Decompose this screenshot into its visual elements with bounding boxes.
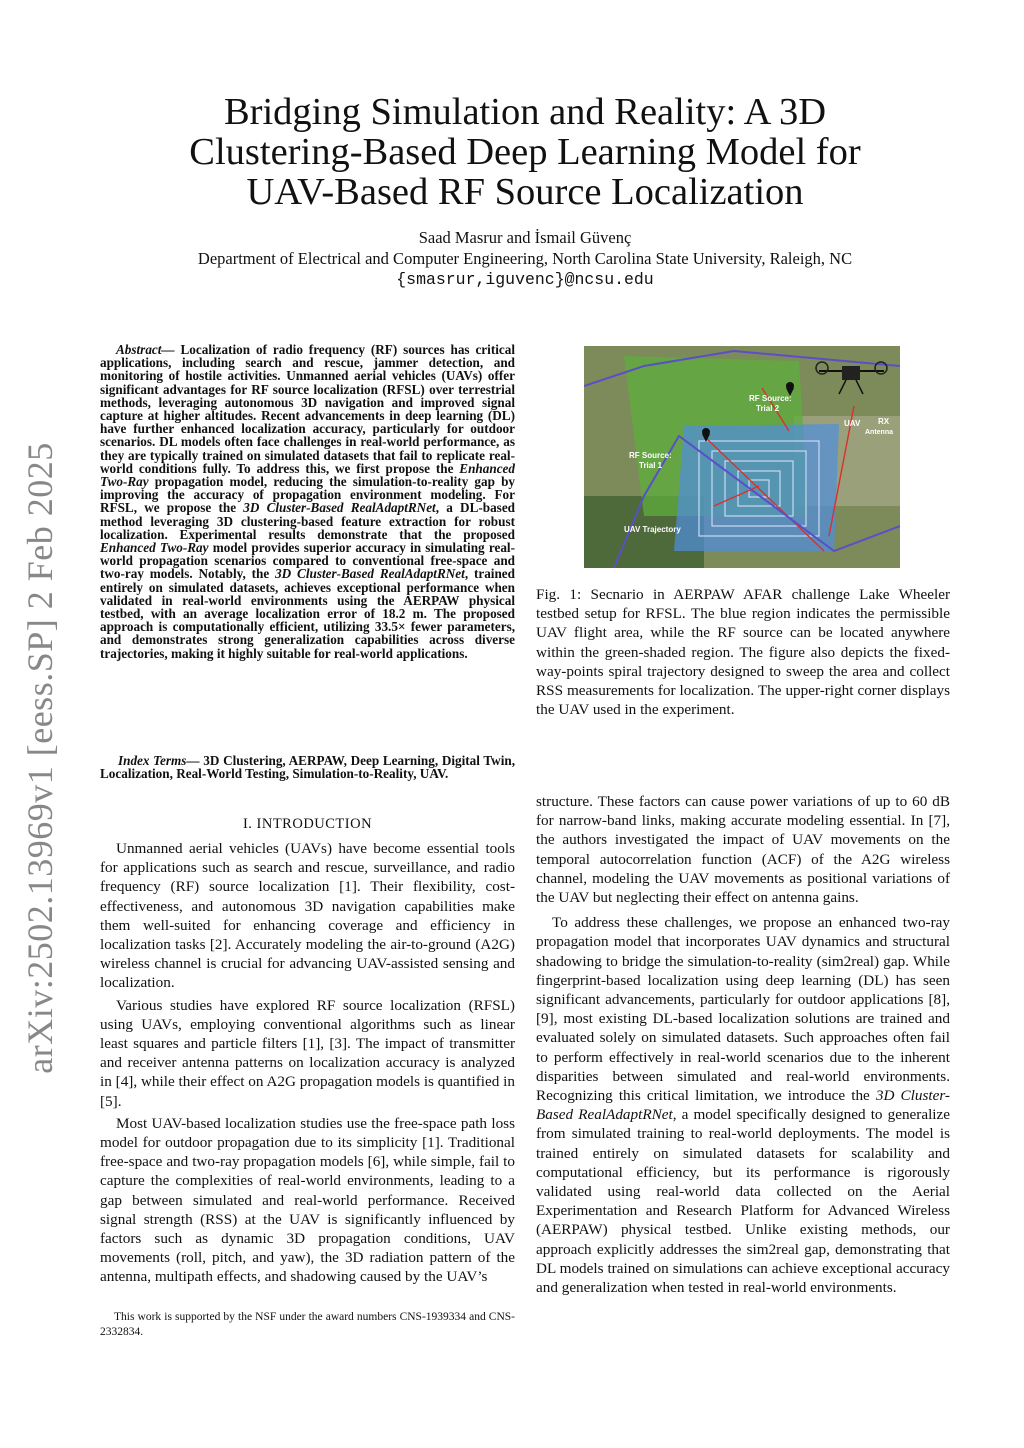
abstract-em-4: 3D Cluster-Based RealAdaptRNet xyxy=(275,566,465,582)
intro-paragraph-3-continued: structure. These factors can cause power variations of up to 60 dB for narrow-band links, making accurate modeling essential. In [7], the authors investigated the impact of UAV movements on the temporal autocorrelation function (ACF) of the A2G wireless channel, modeling the UAV movements as positional variations of the UAV but neglecting their effect on antenna gains. xyxy=(536,793,950,907)
arxiv-id: arXiv:2502.13969v1 [eess.SP] 2 Feb 2025 xyxy=(20,442,60,1074)
aerpaw-scenario-map xyxy=(584,346,900,568)
title-line-1: Bridging Simulation and Reality: A 3D xyxy=(223,91,827,133)
title-line-2: Clustering-Based Deep Learning Model for xyxy=(189,131,861,173)
label-trial-1: Trial 1 xyxy=(639,461,663,470)
abstract-text-1: Localization of radio frequency (RF) sources has critical applications, including search and rescue, jammer detection, and monitoring of hostile activities. Unmanned aerial vehicles (UAVs) offer significant advantages for RF source localization (RFSL) over terrestrial methods, leveraging autonomous 3D navigation and improved signal capture at higher altitudes. Recent advancements in deep learning (DL) have further enhanced localization accuracy, particularly for outdoor scenarios. DL models often face challenges in real-world performance, as they are typically trained on simulated datasets that fail to replicate real-world conditions fully. To address this, we first propose the xyxy=(100,342,515,476)
authors: Saad Masrur and İsmail Güvenç xyxy=(418,228,632,247)
paper-title xyxy=(110,92,940,212)
figure-1-caption xyxy=(536,585,950,722)
index-terms xyxy=(100,754,515,781)
intro-paragraph-4-text-b: , a model specifically designed to generalize from simulated training to real-world deployments. The model is trained entirely on simulated datasets for scalability and computational efficiency, but its performance is rigorously validated using real-world data collected on the Aerial Experimentation and Research Platform for Advanced Wireless (AERPAW) physical testbed. Unlike existing methods, our approach explicitly addresses the sim2real gap, demonstrating that DL models trained on simulations can achieve exceptional accuracy and generalization when tested in real-world environments. xyxy=(536,1106,951,1297)
index-terms-label: Index Terms— xyxy=(118,753,200,768)
intro-right-column xyxy=(536,792,950,1300)
intro-paragraph-4-text-a: To address these challenges, we propose an enhanced two-ray propagation model that incorporates UAV dynamics and structural shadowing to bridge the simulation-to-reality (sim2real) gap. While fingerprint-based localization using deep learning (DL) has seen significant advancements, particularly for outdoor applications [8], [9], most existing DL-based localization solutions are trained and evaluated solely on simulated datasets. Such approaches often fail to perform effectively in real-world scenarios due to the inherent disparities between simulated and real-world environments. Recognizing this critical limitation, we introduce the xyxy=(536,914,950,1105)
abstract-text-5: , trained entirely on simulated datasets, achieves exceptional performance when validated in real-world environments using the AERPAW physical testbed, with an average localization error of 18.2 m. The proposed approach is computationally efficient, utilizing 33.5× fewer parameters, and demonstrates strong generalization capabilities across diverse trajectories, making it highly suitable for real-world applications. xyxy=(100,566,515,661)
arxiv-watermark xyxy=(10,442,70,1074)
index-terms-text: 3D Clustering, AERPAW, Deep Learning, Digital Twin, Localization, Real-World Testing, Simulation-to-Reality, UAV. xyxy=(100,753,515,782)
label-rx: RX xyxy=(878,417,890,426)
footnote: This work is supported by the NSF under the award numbers CNS-1939334 and CNS-2332834. xyxy=(100,1311,515,1338)
intro-paragraph-1: Unmanned aerial vehicles (UAVs) have become essential tools for applications such as search and rescue, surveillance, and radio frequency (RF) source localization [1]. Their flexibility, cost-effectiveness, and autonomous 3D navigation capabilities make them well-suited for enhancing coverage and efficiency in localization tasks [2]. Accurately modeling the air-to-ground (A2G) wireless channel is crucial for advancing UAV-assisted sensing and localization. xyxy=(100,840,515,992)
label-uav: UAV xyxy=(844,419,861,428)
affiliation: Department of Electrical and Computer Engineering, North Carolina State University, Raleigh, NC xyxy=(197,249,853,268)
abstract-em-3: Enhanced Two-Ray xyxy=(100,540,209,556)
label-trial-2: Trial 2 xyxy=(756,404,780,413)
intro-paragraph-4-em: 3D Cluster-Based RealAdaptRNet xyxy=(536,1087,950,1124)
title-line-3: UAV-Based RF Source Localization xyxy=(246,171,804,213)
label-uav-trajectory: UAV Trajectory xyxy=(624,525,681,534)
abstract-em-1: Enhanced Two-Ray xyxy=(100,460,515,490)
figure-1-image xyxy=(584,346,900,568)
abstract xyxy=(100,343,515,660)
label-antenna: Antenna xyxy=(865,429,893,436)
intro-left-column xyxy=(100,839,515,1290)
abstract-em-2: 3D Cluster-Based RealAdaptRNet xyxy=(243,500,436,516)
intro-paragraph-4 xyxy=(536,913,950,1297)
abstract-text-3: , a DL-based method leveraging 3D clustering-based feature extraction for robust localization. Experimental results demonstrate that the proposed xyxy=(100,500,516,542)
intro-paragraph-2: Various studies have explored RF source localization (RFSL) using UAVs, employing conventional algorithms such as linear least squares and particle filters [1], [3]. The impact of transmitter and receiver antenna patterns on localization accuracy is analyzed in [4], while their effect on A2G propagation models is quantified in [5]. xyxy=(100,996,515,1110)
label-rf-source-2: RF Source: xyxy=(749,394,792,403)
label-rf-source-1: RF Source: xyxy=(629,451,672,460)
intro-paragraph-3: Most UAV-based localization studies use the free-space path loss model for outdoor propagation due to its simplicity [1]. Traditional free-space and two-ray propagation models [6], while simple, fail to capture the complexities of real-world environments, leading to a gap between simulated and real-world performance. Received signal strength (RSS) at the UAV is significantly influenced by factors such as dynamic 3D propagation conditions, UAV movements (roll, pitch, and yaw), the 3D radiation pattern of the antenna, multipath effects, and shadowing caused by the UAV’s xyxy=(100,1114,515,1286)
author-emails: {smasrur,iguvenc}@ncsu.edu xyxy=(396,270,654,289)
caption-text: Fig. 1: Secnario in AERPAW AFAR challenge Lake Wheeler testbed setup for RFSL. The blue region indicates the permissible UAV flight area, while the RF source can be located anywhere within the green-shaded region. The figure also depicts the fixed-way-points spiral trajectory designed to sweep the area and collect RSS measurements for localization. The upper-right corner displays the UAV used in the experiment. xyxy=(536,586,950,719)
abstract-text-2: propagation model, reducing the simulation-to-reality gap by improving the accuracy of propagation environment modeling. For RFSL, we propose the xyxy=(100,474,515,516)
section-heading-introduction: I. INTRODUCTION xyxy=(242,816,373,832)
abstract-label: Abstract— xyxy=(116,342,175,357)
abstract-text-4: model provides superior accuracy in simulating real-world propagation scenarios compared to conventional free-space and two-ray models. Notably, the xyxy=(100,540,515,582)
